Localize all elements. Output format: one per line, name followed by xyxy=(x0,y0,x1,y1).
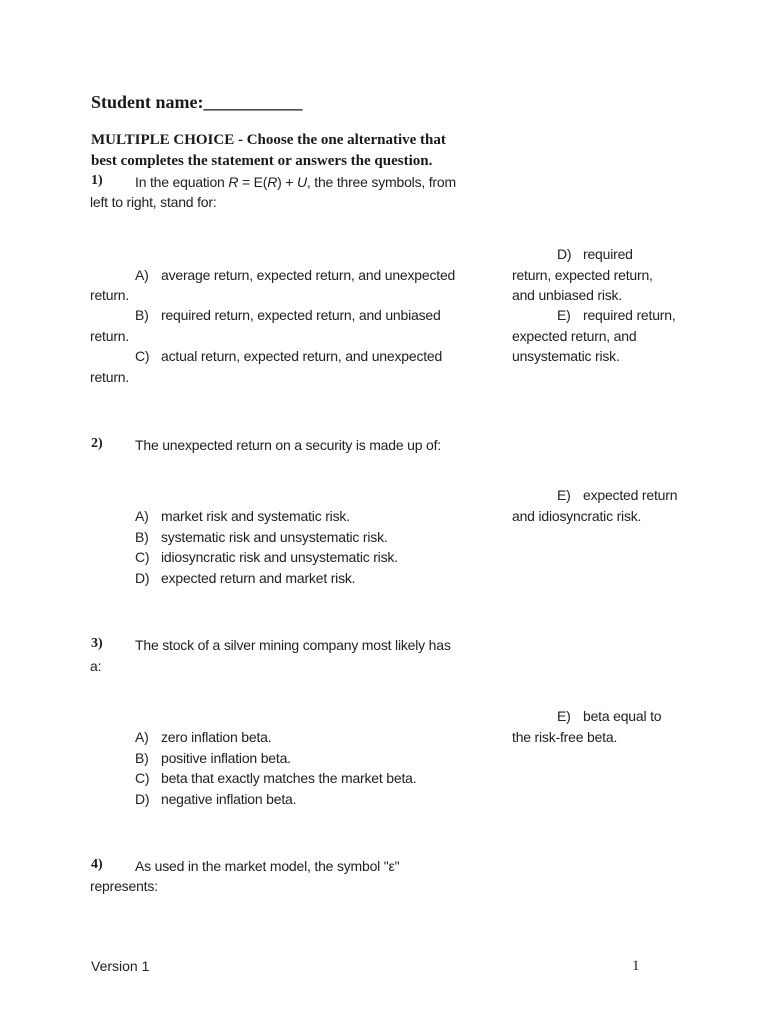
option-e[interactable]: E) beta equal to xyxy=(557,708,662,724)
footer-version: Version 1 xyxy=(91,958,150,974)
instructions-line2: best completes the statement or answers the question. xyxy=(91,153,433,169)
option-a-cont: return. xyxy=(90,287,130,303)
option-c[interactable]: C) actual return, expected return, and unexpected xyxy=(135,348,443,364)
option-d-cont: return, expected return, xyxy=(512,267,653,283)
option-c[interactable]: C) idiosyncratic risk and unsystematic risk. xyxy=(135,549,398,565)
question-stem: The unexpected return on a security is made up of: xyxy=(135,437,441,453)
question-stem: In the equation R = E(R) + U, the three symbols, from xyxy=(135,174,456,190)
question-number: 1) xyxy=(91,173,103,188)
instructions-line1: - Choose the one alternative that xyxy=(234,132,446,148)
option-e-cont: and idiosyncratic risk. xyxy=(512,508,642,524)
option-b[interactable]: B) systematic risk and unsystematic risk. xyxy=(135,529,388,545)
option-b[interactable]: B) positive inflation beta. xyxy=(135,750,291,766)
option-d-cont: and unbiased risk. xyxy=(512,287,623,303)
question-stem-line2: a: xyxy=(90,658,102,674)
option-e-cont: expected return, and xyxy=(512,328,637,344)
option-b[interactable]: B) required return, expected return, and unbiased xyxy=(135,307,441,323)
option-c[interactable]: C) beta that exactly matches the market beta. xyxy=(135,770,417,786)
option-e-cont: unsystematic risk. xyxy=(512,348,620,364)
instructions xyxy=(91,130,446,172)
question-number: 4) xyxy=(91,857,103,872)
option-d[interactable]: D) required xyxy=(557,246,633,262)
question-stem: As used in the market model, the symbol "ε" xyxy=(135,858,400,874)
option-e[interactable]: E) required return, xyxy=(557,307,676,323)
student-name-label: Student name:___________ xyxy=(91,92,303,112)
option-e-cont: the risk-free beta. xyxy=(512,729,618,745)
question-stem-line2: represents: xyxy=(90,878,158,894)
question-stem-line2: left to right, stand for: xyxy=(90,194,217,210)
option-d[interactable]: D) negative inflation beta. xyxy=(135,791,297,807)
option-a[interactable]: A) market risk and systematic risk. xyxy=(135,508,350,524)
question-number: 2) xyxy=(91,436,103,451)
page-number: 1 xyxy=(632,958,640,974)
question-number: 3) xyxy=(91,636,103,651)
instructions-heading: MULTIPLE CHOICE xyxy=(91,132,235,148)
option-a[interactable]: A) average return, expected return, and unexpected xyxy=(135,267,456,283)
question-stem: The stock of a silver mining company most likely has xyxy=(135,637,451,653)
option-c-cont: return. xyxy=(90,369,130,385)
option-a[interactable]: A) zero inflation beta. xyxy=(135,729,272,745)
option-d[interactable]: D) expected return and market risk. xyxy=(135,570,356,586)
option-e[interactable]: E) expected return xyxy=(557,487,678,503)
option-b-cont: return. xyxy=(90,328,130,344)
